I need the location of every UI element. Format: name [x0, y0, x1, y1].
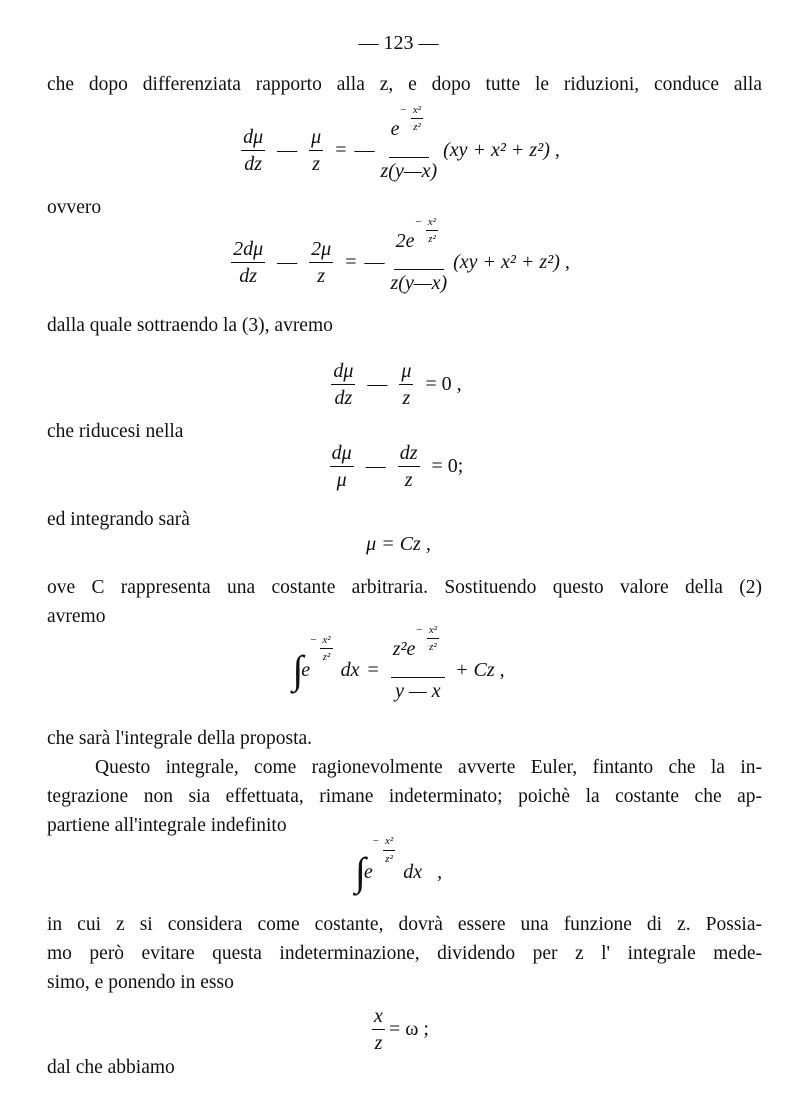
text-line: in cui z si considera come costante, dovrà essere una funzione di z. Possia-	[47, 914, 762, 935]
eq-text: z	[404, 469, 413, 491]
eq-text: dμ	[331, 360, 355, 385]
eq-text: —	[367, 373, 388, 395]
text-line: avremo	[47, 606, 106, 627]
equation-4	[0, 442, 797, 491]
eq-text: x²	[426, 216, 438, 231]
eq-text: z²	[413, 121, 421, 134]
eq-text: z	[312, 152, 321, 175]
eq-text: μ	[336, 469, 347, 491]
equation-8	[0, 1005, 797, 1054]
equation-6: ∫ e − $\frac{\text{x²}}{\text{z²}}$ dx = z²e− $\frac{\text{x²}}{\text{z²}}$ y — x + Cz ,	[292, 624, 505, 703]
eq-text: z(y—x)	[380, 160, 438, 183]
page-number: — 123 —	[358, 32, 439, 54]
equation-5	[0, 533, 797, 556]
equation-7: ∫ e − $\frac{\text{x²}}{\text{z²}}$ dx ,	[354, 835, 443, 894]
eq-text: dz	[239, 264, 258, 287]
eq-text: dμ	[330, 442, 354, 467]
eq-text: —	[277, 250, 298, 273]
text-line: che sarà l'integrale della proposta.	[47, 728, 313, 749]
eq-text: z²e	[392, 638, 416, 660]
text-line: Questo integrale, come ragionevolmente avverte Euler, fintanto che la in-	[95, 757, 762, 778]
text-line: che dopo differenziata rapporto alla z, e dopo tutte le riduzioni, conduce alla	[47, 74, 762, 95]
eq-text: e	[363, 860, 373, 883]
eq-text: —	[364, 250, 385, 273]
eq-text: y — x	[395, 680, 441, 703]
eq-text: (xy + x² + z²) ,	[443, 138, 560, 161]
eq-text: z²	[428, 233, 436, 246]
eq-text: 2e	[395, 230, 415, 252]
eq-text: z	[317, 264, 326, 287]
eq-text: =	[345, 250, 357, 273]
eq-text: z(y—x)	[390, 272, 448, 295]
equation-3	[0, 360, 797, 409]
eq-text: z	[402, 387, 411, 409]
eq-text: x²	[383, 835, 395, 850]
text-line: mo però evitare questa indeterminazione, dividendo per z l' integrale mede-	[47, 943, 762, 964]
integral-sign: ∫	[354, 849, 366, 894]
eq-text: —	[354, 138, 375, 161]
eq-text: μ	[309, 126, 323, 151]
text-line: ove C rappresenta una costante arbitraria. Sostituendo questo valore della (2)	[47, 577, 762, 598]
eq-text: =	[335, 138, 347, 161]
equation-2: $\frac{2d\mu}{dz}$ — $\frac{2\mu}{z}$ = — 2e− $\frac{\text{x²}}{\text{z²}}$ z(y—x) (xy + x² + z²) ,	[233, 216, 570, 295]
eq-text: =	[367, 658, 379, 681]
integral-sign: ∫	[292, 647, 304, 693]
eq-text: —	[277, 138, 298, 161]
text-line: partiene all'integrale indefinito	[47, 815, 287, 836]
eq-text: z²	[322, 650, 331, 663]
text-line: ed integrando sarà	[47, 509, 190, 530]
eq-text: x	[372, 1005, 385, 1030]
eq-text: 2μ	[309, 238, 333, 263]
eq-text: = 0 ,	[425, 373, 462, 395]
text-line: simo, e ponendo in esso	[47, 972, 234, 993]
eq-text: μ	[399, 360, 413, 385]
eq-text: dz	[398, 442, 420, 467]
eq-text: + Cz ,	[455, 658, 505, 681]
eq-text: z²	[429, 641, 437, 654]
text-line: tegrazione non sia effettuata, rimane indeterminato; poichè la costante che ap-	[47, 786, 762, 807]
eq-text: (xy + x² + z²) ,	[453, 250, 570, 273]
eq-text: = 0;	[431, 455, 464, 477]
eq-text: e	[390, 118, 400, 140]
text-line: dalla quale sottraendo la (3), avremo	[47, 315, 333, 336]
eq-text: e	[301, 658, 311, 681]
eq-text: x²	[411, 104, 423, 119]
eq-text: dx	[340, 658, 360, 681]
text-line: che riducesi nella	[47, 421, 184, 442]
text-line: dal che abbiamo	[47, 1057, 175, 1078]
eq-text: —	[365, 455, 386, 477]
eq-text: x²	[427, 624, 439, 639]
eq-text: x²	[320, 634, 332, 649]
eq-text: 2dμ	[231, 238, 265, 263]
eq-text: = ω ;	[388, 1018, 429, 1040]
eq-text: dz	[334, 387, 353, 409]
text-line: ovvero	[47, 197, 102, 218]
eq-text: dμ	[241, 126, 265, 151]
eq-text: z²	[385, 852, 393, 865]
eq-text: μ = Cz ,	[366, 533, 431, 555]
eq-text: dx ,	[403, 860, 443, 883]
equation-1: $\frac{d\mu}{dz}$ — $\frac{\mu}{z}$ = — e− $\frac{\text{x²}}{\text{z²}}$ z(y—x) (xy + x² + z²) ,	[243, 104, 560, 183]
eq-text: z	[374, 1032, 383, 1054]
eq-text: dz	[244, 152, 263, 175]
